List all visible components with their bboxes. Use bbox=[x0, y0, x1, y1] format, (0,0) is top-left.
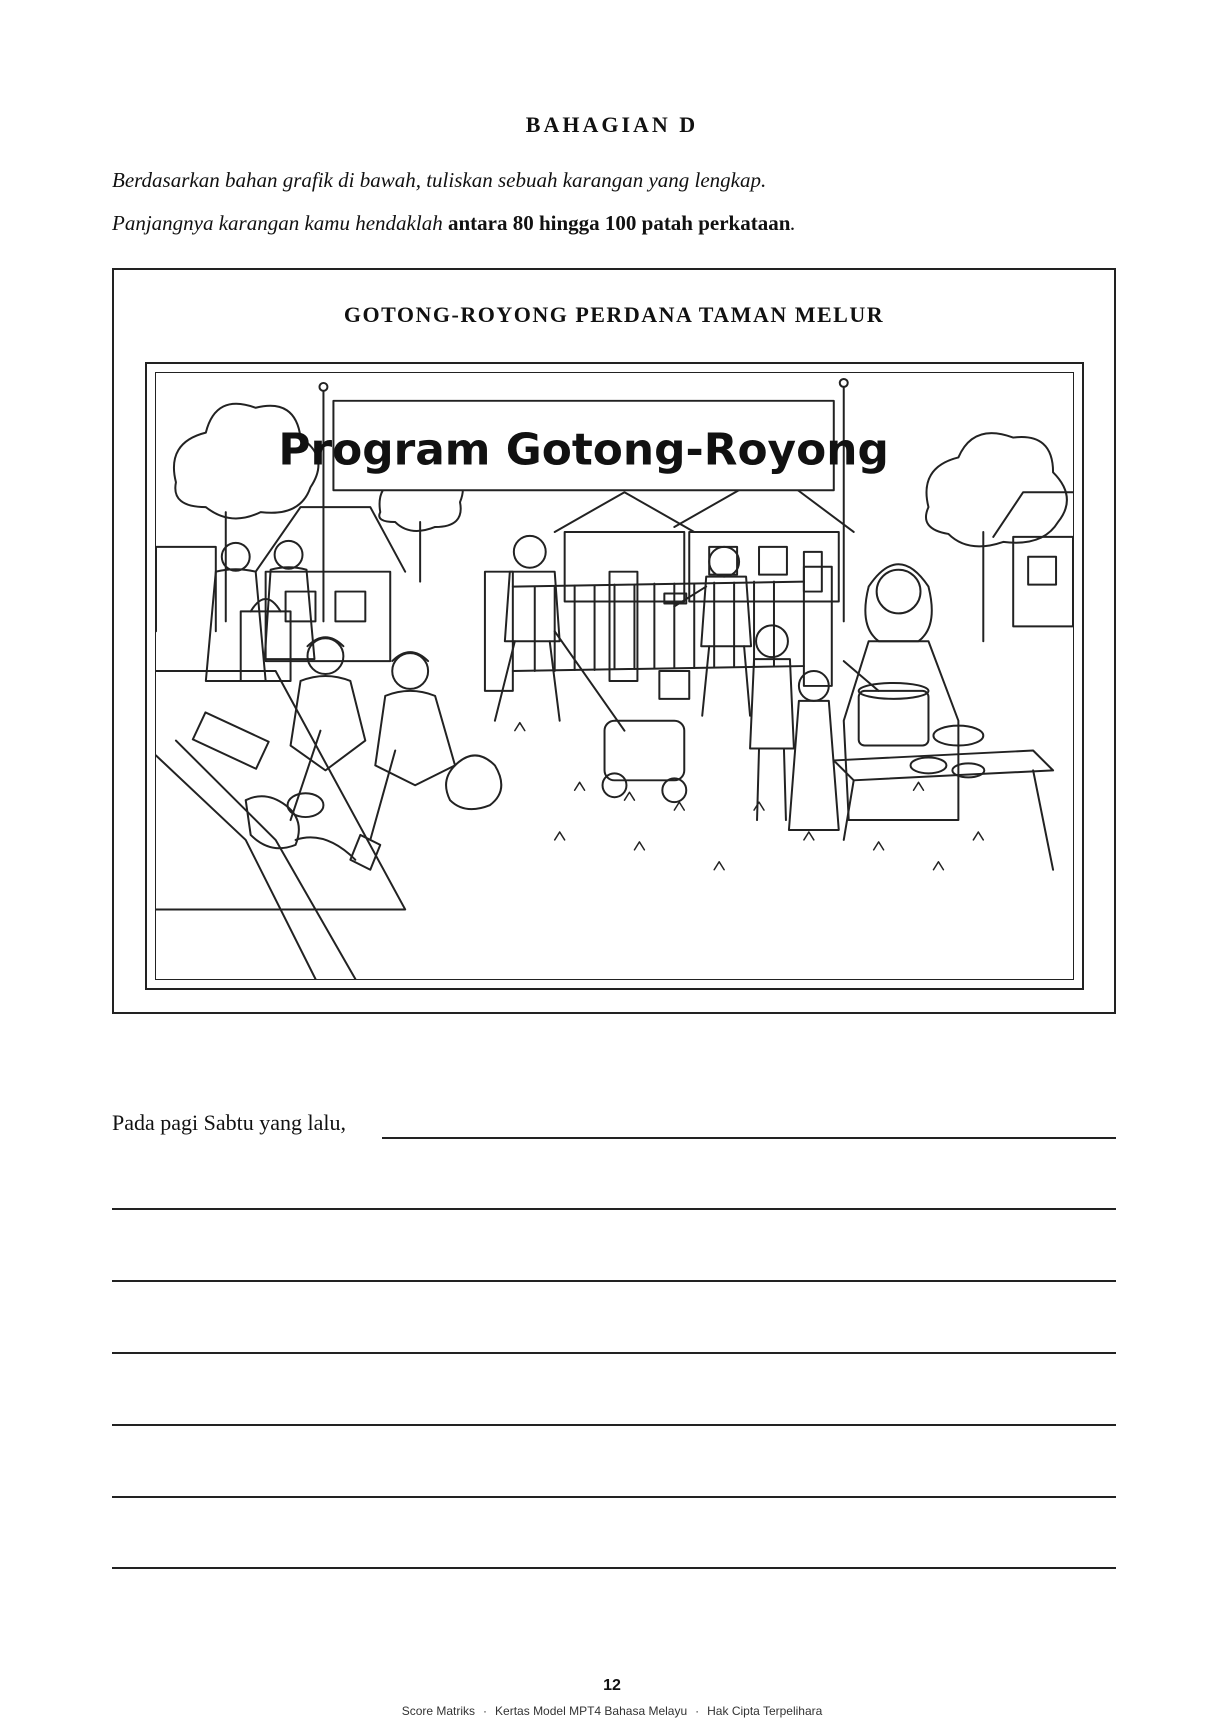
page-number: 12 bbox=[603, 1677, 621, 1694]
stimulus-title: GOTONG-ROYONG PERDANA TAMAN MELUR bbox=[343, 302, 885, 327]
answer-line-6[interactable] bbox=[112, 1496, 1116, 1498]
instruction-suffix: . bbox=[790, 211, 796, 235]
footer-separator: · bbox=[695, 1704, 700, 1718]
drain bbox=[156, 671, 405, 979]
banner-text: Program Gotong-Royong bbox=[278, 424, 889, 476]
man-with-shovel bbox=[350, 652, 501, 870]
footer-separator: · bbox=[483, 1704, 488, 1718]
answer-line-5[interactable] bbox=[112, 1424, 1116, 1426]
instruction-line-1: Berdasarkan bahan grafik di bawah, tuliskan sebuah karangan yang lengkap. bbox=[112, 168, 767, 192]
answer-line-4[interactable] bbox=[112, 1352, 1116, 1354]
women-with-trash-bin bbox=[206, 541, 315, 681]
footer-copyright: Hak Cipta Terpelihara bbox=[707, 1704, 823, 1718]
fence bbox=[485, 567, 832, 691]
woman-serving-food bbox=[834, 564, 1053, 869]
children-queue bbox=[750, 625, 839, 830]
answer-opening-phrase: Pada pagi Sabtu yang lalu, bbox=[112, 1110, 347, 1135]
answer-line-1[interactable] bbox=[382, 1137, 1116, 1139]
man-with-net bbox=[288, 637, 366, 820]
house-right bbox=[993, 492, 1073, 626]
instruction-prefix: Panjangnya karangan kamu hendaklah bbox=[112, 211, 448, 235]
answer-line-2[interactable] bbox=[112, 1208, 1116, 1210]
illustration-frame bbox=[145, 362, 1084, 990]
section-title: BAHAGIAN D bbox=[525, 112, 699, 137]
instruction-word-count: antara 80 hingga 100 patah perkataan bbox=[447, 211, 791, 235]
page-footer bbox=[0, 1704, 1224, 1718]
house-left bbox=[156, 507, 405, 661]
answer-line-3[interactable] bbox=[112, 1280, 1116, 1282]
illustration bbox=[155, 372, 1074, 980]
answer-line-7[interactable] bbox=[112, 1567, 1116, 1569]
footer-publisher: Score Matriks bbox=[401, 1704, 476, 1718]
community-cleanup-illustration bbox=[156, 373, 1073, 979]
graphic-stimulus-box bbox=[112, 268, 1116, 1014]
footer-paper-name: Kertas Model MPT4 Bahasa Melayu bbox=[495, 1704, 688, 1718]
instruction-line-2 bbox=[112, 211, 796, 236]
